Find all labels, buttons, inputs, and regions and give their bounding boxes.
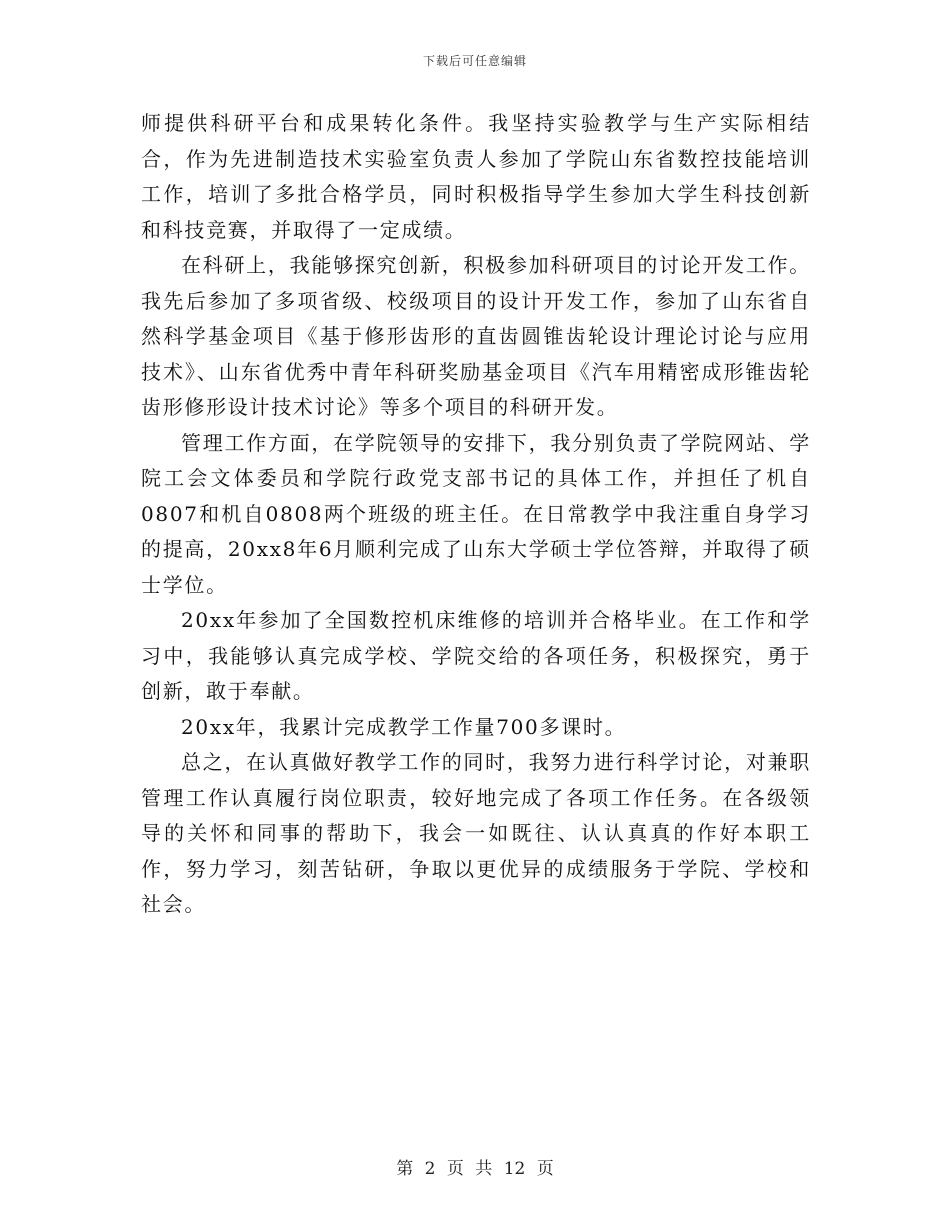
paragraph-workload: 20xx年，我累计完成教学工作量700多课时。: [181, 714, 627, 739]
paragraph-summary: 总之，在认真做好教学工作的同时，我努力进行科学讨论，对兼职管理工作认真履行岗位职责，较好地完成了各项工作任务。在各级领导的关怀和同事的帮助下，我会一如既往、认认真真的作好本职工作，努力学习，刻苦钻研，争取以更优异的成绩服务于学院、学校和社会。: [141, 750, 811, 916]
header-note: 下载后可任意编辑: [422, 54, 527, 68]
paragraph-management: 管理工作方面，在学院领导的安排下，我分别负责了学院网站、学院工会文体委员和学院行政党支部书记的具体工作，并担任了机自0807和机自0808两个班级的班主任。在日常教学中我注重自身学习的提高，20xx8年6月顺利完成了山东大学硕士学位答辩，并取得了硕士学位。: [141, 430, 811, 597]
paragraph-continuation: 师提供科研平台和成果转化条件。我坚持实验教学与生产实际相结合，作为先进制造技术实验室负责人参加了学院山东省数控技能培训工作，培训了多批合格学员，同时积极指导学生参加大学生科技创新和科技竞赛，并取得了一定成绩。: [141, 111, 811, 242]
page-number: 第 2 页 共 12 页: [396, 1159, 554, 1179]
paragraph-research: 在科研上，我能够探究创新，积极参加科研项目的讨论开发工作。我先后参加了多项省级、校级项目的设计开发工作，参加了山东省自然科学基金项目《基于修形齿形的直齿圆锥齿轮设计理论讨论与应用技术》、山东省优秀中青年科研奖励基金项目《汽车用精密成形锥齿轮齿形修形设计技术讨论》等多个项目的科研开发。: [141, 253, 811, 419]
document-body: [141, 106, 811, 923]
paragraph-training: 20xx年参加了全国数控机床维修的培训并合格毕业。在工作和学习中，我能够认真完成学校、学院交给的各项任务，积极探究，勇于创新，敢于奉献。: [141, 608, 811, 703]
